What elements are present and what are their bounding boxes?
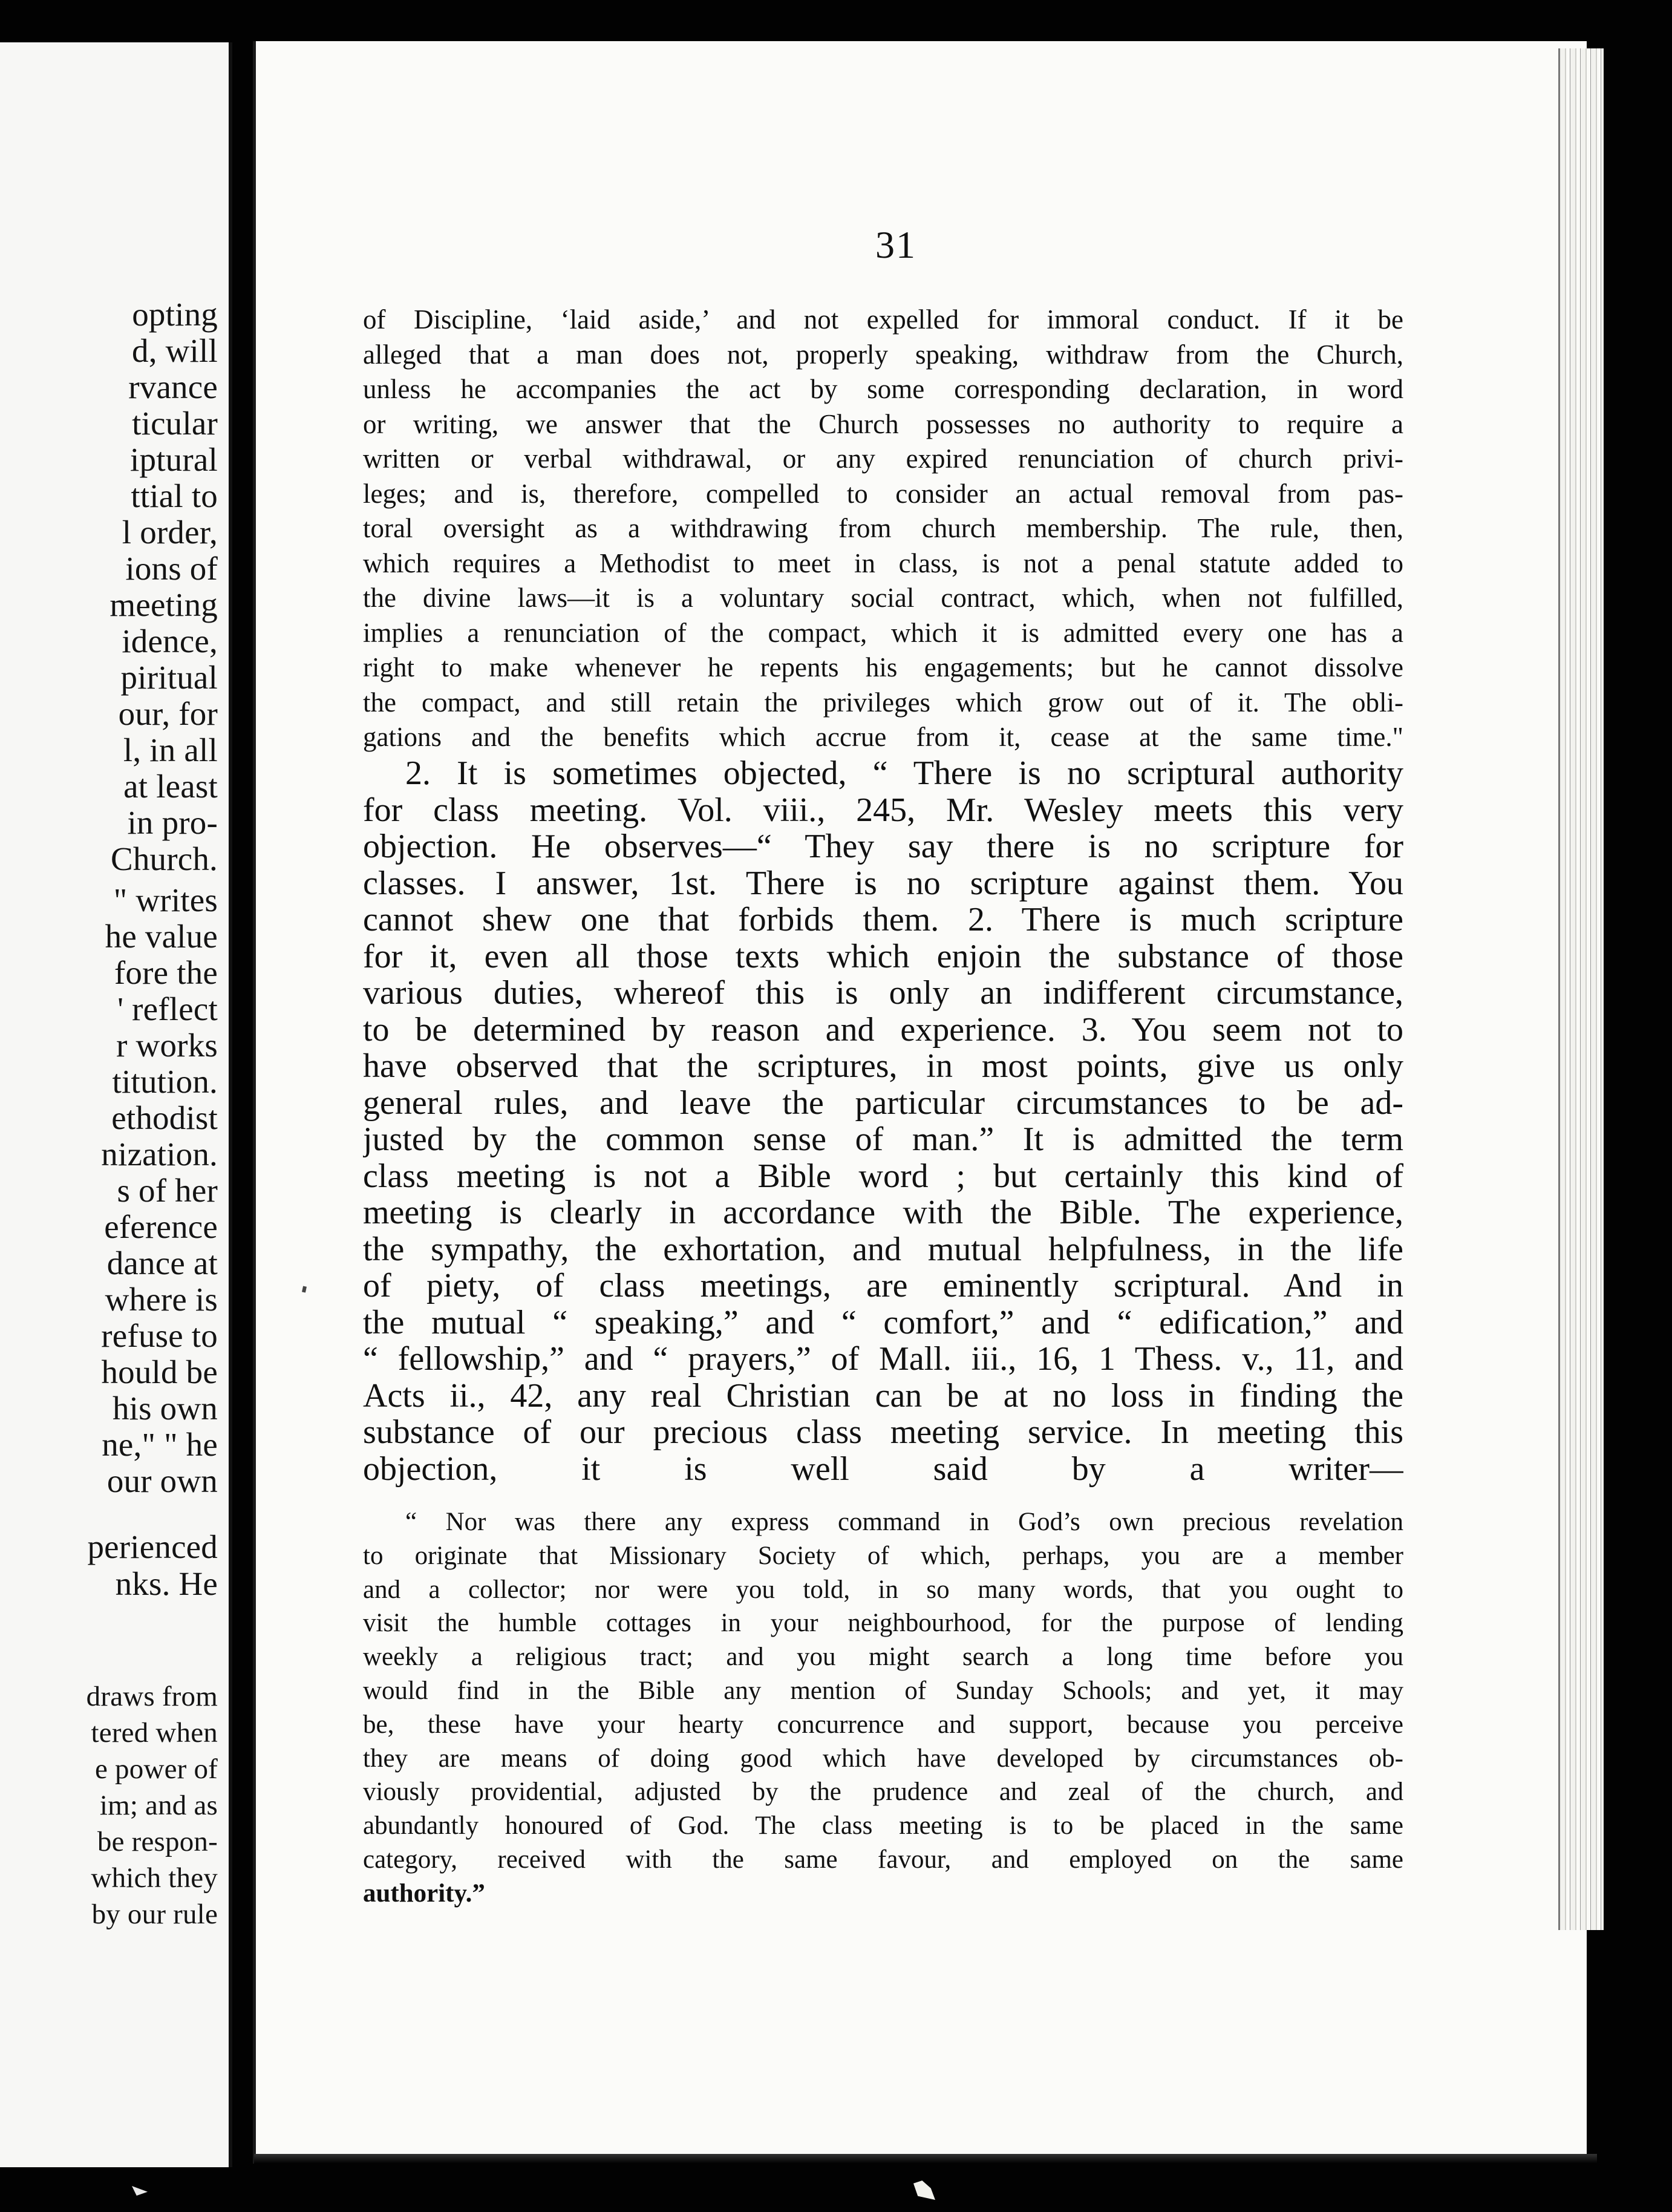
paragraph-two-line: classes. I answer, 1st. There is no scripture against them. You [363,865,1403,901]
left-page-text-line: " writes [113,882,218,918]
paragraph-two [363,755,1403,1487]
left-page-text-line: Church. [110,840,218,877]
paragraph-one-line: leges; and is, therefore, compelled to consider an actual removal from pas- [363,478,1403,509]
left-page-text-line: our own [106,1462,218,1499]
left-page-text-line: where is [105,1281,218,1318]
left-page-text-line: perienced [87,1528,218,1565]
left-page-text-line: our, for [118,695,218,732]
paragraph-one-line: the divine laws—it is a voluntary social contract, which, when not fulfilled, [363,583,1403,613]
left-page-text-line: ttial to [131,477,218,514]
left-page-text-line: titution. [112,1063,218,1100]
paragraph-one-line: of Discipline, ‘laid aside,’ and not expelled for immoral conduct. If it be [363,304,1403,335]
paragraph-two-line: the mutual “ speaking,” and “ comfort,” and “ edification,” and [363,1304,1403,1341]
left-page-text-line: rvance [128,368,218,405]
paragraph-one-line: toral oversight as a withdrawing from church membership. The rule, then, [363,513,1403,543]
paragraph-one-line: the compact, and still retain the privileges which grow out of it. The obli- [363,687,1403,718]
paragraph-one-line: gations and the benefits which accrue from it, cease at the same time." [363,722,1403,752]
left-page-text-line: ' reflect [117,990,218,1027]
quotation-line: they are means of doing good which have developed by circumstances ob- [363,1744,1403,1773]
paragraph-two-line: substance of our precious class meeting service. In meeting this [363,1414,1403,1451]
left-page-text-line: meeting [109,586,218,623]
quotation-line: abundantly honoured of God. The class meeting is to be placed in the same [363,1811,1403,1841]
paragraph-one-line: right to make whenever he repents his engagements; but he cannot dissolve [363,652,1403,682]
quotation-line: viously providential, adjusted by the prudence and zeal of the church, and [363,1778,1403,1807]
left-page-text-line: by our rule [91,1899,218,1930]
quotation-line: weekly a religious tract; and you might search a long time before you [363,1643,1403,1672]
paragraph-one-line: unless he accompanies the act by some corresponding declaration, in word [363,374,1403,404]
left-page-text-line: ethodist [111,1099,218,1136]
left-page-text-line: l, in all [123,731,218,768]
left-page-text-line: idence, [122,623,218,659]
left-page-text-line: s of her [117,1172,218,1209]
paragraph-one-line: written or verbal withdrawal, or any expired renunciation of church privi- [363,443,1403,474]
left-page-text-line: nks. He [115,1565,218,1602]
quotation-line: and a collector; nor were you told, in so many words, that you ought to [363,1575,1403,1604]
previous-page-fragment [0,42,232,2167]
left-page-text-line: draws from [86,1681,218,1712]
paragraph-one [363,303,1403,755]
quotation-line: authority.” [363,1879,485,1908]
paragraph-two-line: Acts ii., 42, any real Christian can be at no loss in finding the [363,1377,1403,1414]
paragraph-two-line: of piety, of class meetings, are eminently scriptural. And in [363,1268,1403,1304]
left-page-text-line: ions of [125,550,218,587]
left-page-text-line: nization. [101,1136,218,1173]
paragraph-two-line: class meeting is not a Bible word ; but certainly this kind of [363,1157,1403,1194]
page-bottom-shadow [254,2154,1597,2164]
left-page-text-line: eference [104,1208,218,1245]
quotation-line: would find in the Bible any mention of Sunday Schools; and yet, it may [363,1676,1403,1705]
paragraph-two-line: objection, it is well said by a writer— [363,1450,1403,1487]
left-page-text-line: which they [91,1862,218,1894]
paragraph-two-line: for class meeting. Vol. viii., 245, Mr. Wesley meets this very [363,791,1403,828]
left-page-text-line: he value [105,918,218,955]
left-page-text-line: d, will [132,332,218,369]
page-edge-texture [1558,48,1604,1930]
paragraph-two-line: “ fellowship,” and “ prayers,” of Mall. iii., 16, 1 Thess. v., 11, and [363,1341,1403,1378]
left-page-text-line: at least [123,768,218,805]
paragraph-two-line: 2. It is sometimes objected, “ There is no scriptural authority [405,755,1403,792]
paragraph-two-line: meeting is clearly in accordance with the Bible. The experience, [363,1194,1403,1231]
paragraph-two-line: to be determined by reason and experience. 3. You seem not to [363,1011,1403,1048]
quotation-line: “ Nor was there any express command in God’s own precious revelation [405,1508,1403,1536]
paragraph-two-line: the sympathy, the exhortation, and mutual helpfulness, in the life [363,1231,1403,1268]
paragraph-one-line: which requires a Methodist to meet in class, is not a penal statute added to [363,548,1403,578]
left-page-text-line: ticular [132,405,218,442]
paragraph-two-line: cannot shew one that forbids them. 2. There is much scripture [363,901,1403,938]
paragraph-one-line: implies a renunciation of the compact, which it is admitted every one has a [363,617,1403,648]
left-page-text-line: iptural [130,441,218,478]
left-page-text-line: ne," " he [102,1426,218,1463]
page-number: 31 [875,223,916,266]
paragraph-two-line: for it, even all those texts which enjoin the substance of those [363,938,1403,975]
left-page-text-line: e power of [95,1753,218,1785]
left-page-text-line: his own [112,1390,218,1427]
left-page-text-line: tered when [91,1717,218,1749]
quotation-line: visit the humble cottages in your neighbourhood, for the purpose of lending [363,1609,1403,1638]
left-page-text-line: opting [132,296,218,333]
paragraph-two-line: have observed that the scriptures, in most points, give us only [363,1048,1403,1085]
left-page-text-line: in pro- [127,804,218,841]
left-page-text-line: r works [116,1027,218,1064]
paragraph-two-line: justed by the common sense of man.” It is admitted the term [363,1121,1403,1158]
left-page-text-line: piritual [120,659,218,696]
left-page-text-line: l order, [122,514,218,551]
left-page-text-line: be respon- [97,1826,218,1857]
paragraph-one-line: or writing, we answer that the Church possesses no authority to require a [363,408,1403,439]
paragraph-two-line: objection. He observes—“ They say there is no scripture for [363,828,1403,865]
paragraph-two-line: various duties, whereof this is only an indifferent circumstance, [363,975,1403,1012]
left-page-text-line: fore the [114,954,218,991]
quotation-line: to originate that Missionary Society of which, perhaps, you are a member [363,1541,1403,1570]
quotation-line: category, received with the same favour, and employed on the same [363,1845,1403,1874]
paragraph-two-line: general rules, and leave the particular circumstances to be ad- [363,1084,1403,1121]
left-page-text-line: dance at [106,1245,218,1281]
left-page-text-line: refuse to [101,1317,218,1354]
left-page-text-line: im; and as [99,1790,218,1821]
left-page-text-line: hould be [101,1353,218,1390]
paragraph-one-line: alleged that a man does not, properly speaking, withdraw from the Church, [363,339,1403,370]
quotation-line: be, these have your hearty concurrence and support, because you perceive [363,1710,1403,1739]
quotation [363,1505,1403,1911]
